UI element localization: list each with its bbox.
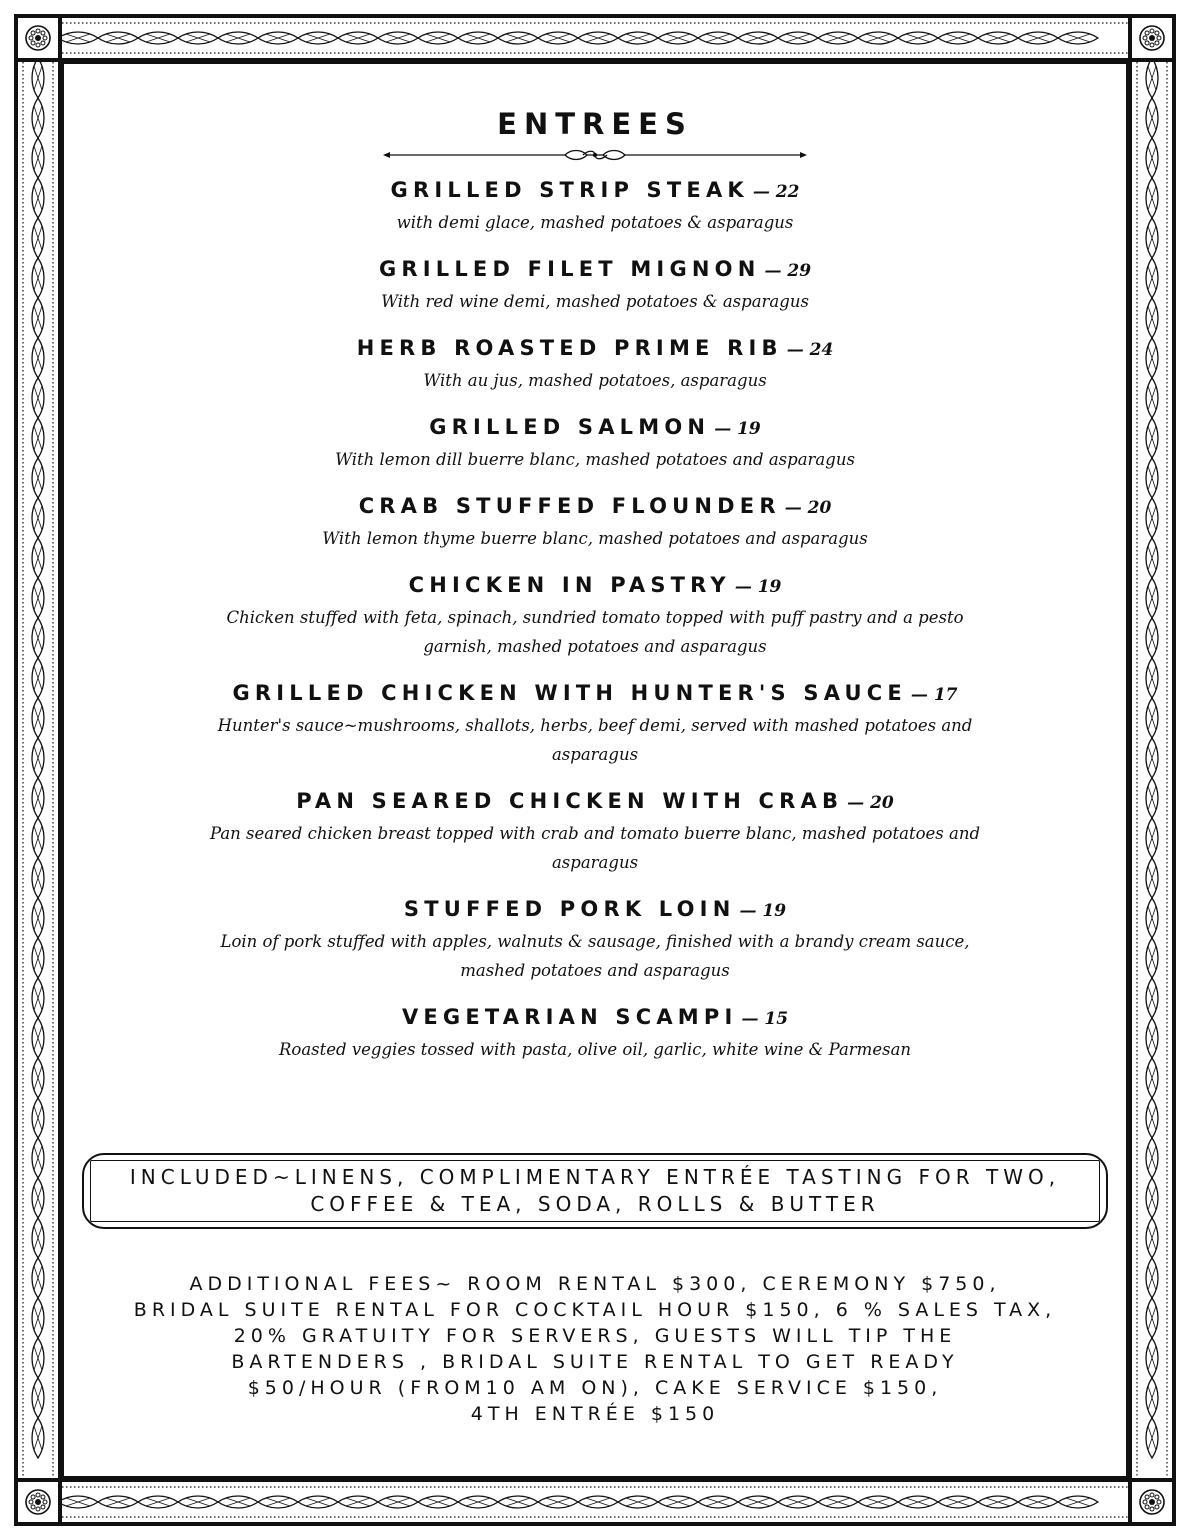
menu-item-heading bbox=[100, 567, 1090, 603]
flourish-divider-icon bbox=[383, 148, 807, 162]
rosette-icon bbox=[14, 1478, 62, 1526]
included-line: INCLUDED~LINENS, COMPLIMENTARY ENTRÉE TASTING FOR TWO, bbox=[129, 1165, 1061, 1189]
menu-items-list bbox=[100, 172, 1090, 1064]
frame-border-bottom bbox=[14, 1478, 1176, 1526]
menu-item-price: — 17 bbox=[910, 685, 958, 705]
menu-item-description: Pan seared chicken breast topped with crab and tomato buerre blanc, mashed potatoes and bbox=[209, 824, 981, 843]
menu-item-name: GRILLED SALMON bbox=[429, 415, 711, 439]
menu-item-price: — 15 bbox=[741, 1009, 789, 1029]
section-title: ENTREES bbox=[497, 107, 693, 141]
menu-item-description: asparagus bbox=[551, 745, 639, 764]
menu-item-name: PAN SEARED CHICKEN WITH CRAB bbox=[296, 789, 844, 813]
menu-item bbox=[100, 330, 1090, 395]
fees-line: 20% GRATUITY FOR SERVERS, GUESTS WILL TIP THE bbox=[233, 1325, 957, 1347]
included-box bbox=[82, 1153, 1108, 1229]
menu-item-price: — 20 bbox=[847, 793, 894, 813]
menu-item-description: With red wine demi, mashed potatoes & asparagus bbox=[381, 292, 809, 311]
menu-item-description: With lemon thyme buerre blanc, mashed potatoes and asparagus bbox=[322, 529, 868, 548]
menu-item bbox=[100, 172, 1090, 237]
menu-item bbox=[100, 675, 1090, 769]
fees-line: BRIDAL SUITE RENTAL FOR COCKTAIL HOUR $150, 6 % SALES TAX, bbox=[133, 1299, 1057, 1321]
menu-item-name: CRAB STUFFED FLOUNDER bbox=[358, 494, 781, 518]
menu-item-heading bbox=[100, 409, 1090, 445]
menu-item-name: STUFFED PORK LOIN bbox=[403, 897, 736, 921]
menu-item-description: with demi glace, mashed potatoes & asparagus bbox=[396, 213, 794, 232]
included-line: COFFEE & TEA, SODA, ROLLS & BUTTER bbox=[310, 1192, 880, 1216]
menu-item-heading bbox=[100, 172, 1090, 208]
menu-item-name: CHICKEN IN PASTRY bbox=[408, 573, 731, 597]
menu-item bbox=[100, 409, 1090, 474]
included-text bbox=[84, 1164, 1106, 1218]
menu-item-description: Loin of pork stuffed with apples, walnuts & sausage, finished with a brandy cream sauce, bbox=[220, 932, 970, 951]
menu-item-heading bbox=[100, 675, 1090, 711]
menu-item-price: — 19 bbox=[739, 901, 787, 921]
menu-item-description: Roasted veggies tossed with pasta, olive oil, garlic, white wine & Parmesan bbox=[278, 1040, 912, 1059]
menu-item-price: — 29 bbox=[764, 261, 812, 281]
menu-item-description: Chicken stuffed with feta, spinach, sundried tomato topped with puff pastry and a pesto bbox=[226, 608, 964, 627]
menu-item-name: VEGETARIAN SCAMPI bbox=[401, 1005, 738, 1029]
menu-item-heading bbox=[100, 891, 1090, 927]
menu-item-name: GRILLED CHICKEN WITH HUNTER'S SAUCE bbox=[232, 681, 907, 705]
fees-line: 4TH ENTRÉE $150 bbox=[470, 1403, 720, 1425]
menu-item bbox=[100, 251, 1090, 316]
menu-item-name: HERB ROASTED PRIME RIB bbox=[356, 336, 783, 360]
menu-item-description: Hunter's sauce~mushrooms, shallots, herbs, beef demi, served with mashed potatoes and bbox=[217, 716, 973, 735]
fees-line: $50/HOUR (FROM10 AM ON), CAKE SERVICE $150, bbox=[247, 1377, 943, 1399]
menu-item-heading bbox=[100, 330, 1090, 366]
menu-item-heading bbox=[100, 783, 1090, 819]
frame-border-top bbox=[14, 14, 1176, 62]
frame-border-right bbox=[1128, 14, 1176, 1526]
menu-item-description: garnish, mashed potatoes and asparagus bbox=[423, 637, 767, 656]
menu-item bbox=[100, 567, 1090, 661]
fees-line: ADDITIONAL FEES~ ROOM RENTAL $300, CEREMONY $750, bbox=[189, 1273, 1001, 1295]
frame-border-left bbox=[14, 14, 62, 1526]
menu-item-description: asparagus bbox=[551, 853, 639, 872]
menu-item-price: — 20 bbox=[784, 498, 832, 518]
menu-item-price: — 19 bbox=[714, 419, 761, 439]
menu-item bbox=[100, 999, 1090, 1064]
menu-item-price: — 19 bbox=[734, 577, 782, 597]
menu-item bbox=[100, 783, 1090, 877]
menu-item-name: GRILLED STRIP STEAK bbox=[390, 178, 749, 202]
menu-item-price: — 24 bbox=[786, 340, 834, 360]
rosette-icon bbox=[14, 14, 62, 62]
menu-item bbox=[100, 891, 1090, 985]
menu-item-price: — 22 bbox=[752, 182, 800, 202]
rosette-icon bbox=[1128, 1478, 1176, 1526]
menu-item-heading bbox=[100, 251, 1090, 287]
menu-content bbox=[100, 104, 1090, 1078]
additional-fees bbox=[100, 1271, 1090, 1427]
menu-item-heading bbox=[100, 488, 1090, 524]
fees-line: BARTENDERS , BRIDAL SUITE RENTAL TO GET READY bbox=[231, 1351, 959, 1373]
menu-item-description: With lemon dill buerre blanc, mashed potatoes and asparagus bbox=[335, 450, 855, 469]
rosette-icon bbox=[1128, 14, 1176, 62]
menu-item-description: With au jus, mashed potatoes, asparagus bbox=[423, 371, 767, 390]
menu-item-description: mashed potatoes and asparagus bbox=[460, 961, 730, 980]
menu-item-name: GRILLED FILET MIGNON bbox=[378, 257, 761, 281]
menu-item-heading bbox=[100, 999, 1090, 1035]
menu-item bbox=[100, 488, 1090, 553]
